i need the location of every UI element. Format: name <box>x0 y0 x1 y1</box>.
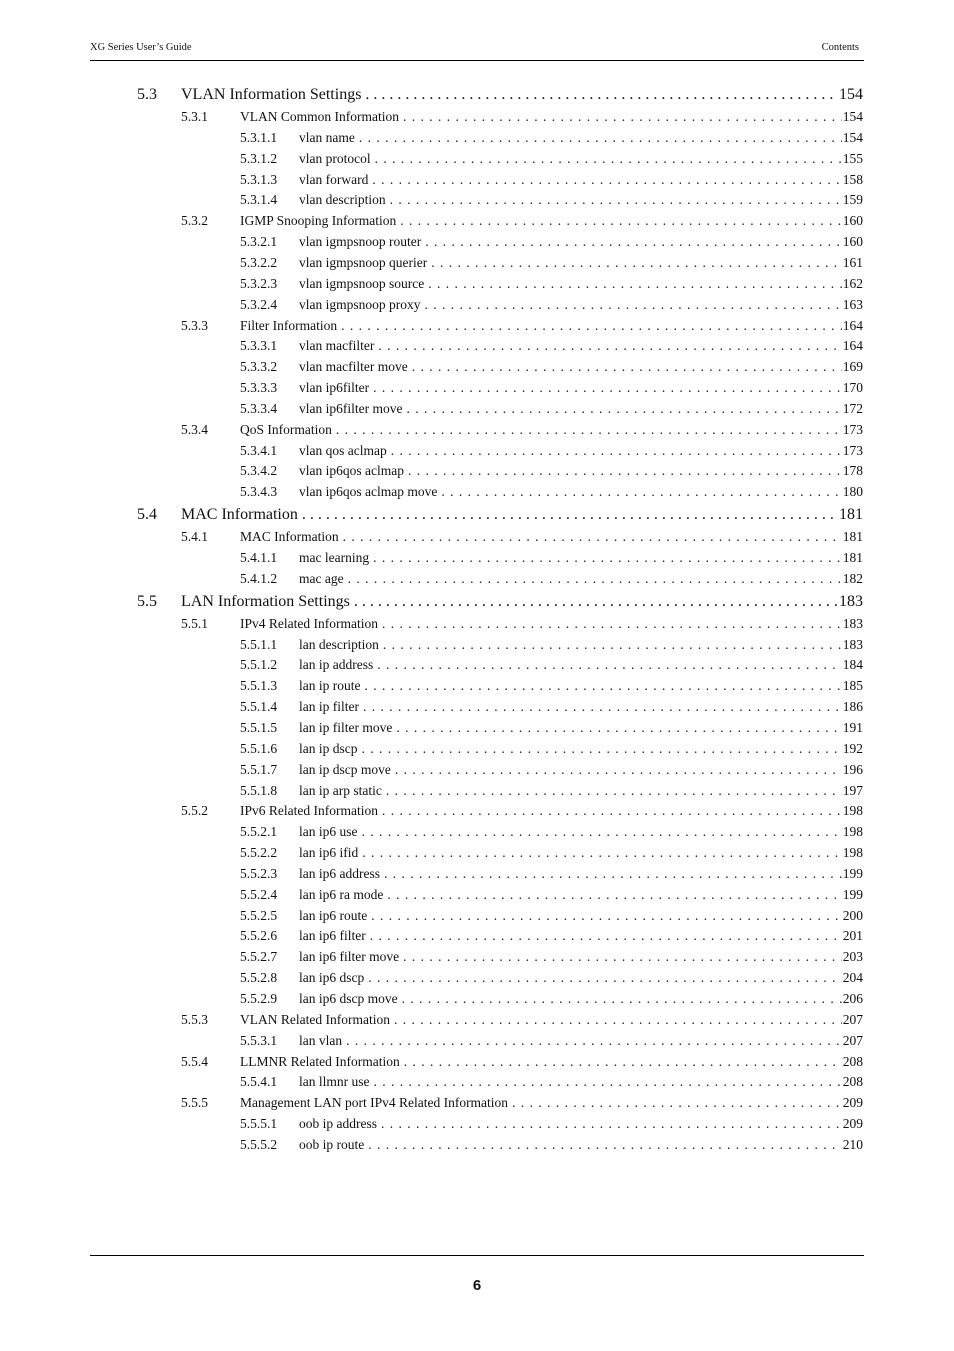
toc-entry-body <box>299 463 863 479</box>
dot-leader <box>365 86 838 104</box>
toc-entry-body <box>299 550 863 566</box>
toc-entry-title: lan description <box>299 636 379 652</box>
toc-entry-page: 154 <box>839 86 863 103</box>
toc-entry-page: 178 <box>842 463 863 479</box>
toc-entry-title: lan vlan <box>299 1032 343 1048</box>
dot-leader <box>403 949 842 965</box>
toc-entry-title: lan ip6 dscp move <box>299 991 398 1006</box>
toc-entry-title: vlan igmpsnoop router <box>299 234 422 250</box>
dot-leader <box>336 422 842 438</box>
toc-entry-body <box>299 762 863 778</box>
toc-entry-body <box>299 1074 863 1090</box>
toc-entry-body <box>181 593 863 611</box>
toc-entry-number: 5.3.2.2 <box>240 254 278 270</box>
toc-entry-number: 5.3.1 <box>181 109 208 124</box>
toc-entry-title: IPv6 Related Information <box>240 803 378 819</box>
toc-entry-title: vlan igmpsnoop proxy <box>299 296 421 312</box>
toc-entry-title: lan ip address <box>299 657 374 673</box>
page-number: 6 <box>472 1277 482 1294</box>
dot-leader <box>406 401 841 417</box>
dot-leader <box>368 1137 842 1153</box>
toc-entry-page: 155 <box>842 150 863 166</box>
toc-entry-page: 183 <box>842 636 863 652</box>
toc-entry-page: 207 <box>842 1011 863 1027</box>
dot-leader <box>362 741 842 757</box>
toc-entry-number: 5.3.1.4 <box>240 192 278 208</box>
toc-entry-number: 5.3.3.1 <box>240 338 278 354</box>
toc-entry-number: 5.3 <box>137 86 157 103</box>
toc-entry-body <box>240 1012 863 1028</box>
toc-entry-body <box>299 845 863 861</box>
toc-entry-title: mac age <box>299 570 344 586</box>
dot-leader <box>362 845 842 861</box>
toc-entry-title: MAC Information <box>240 529 339 545</box>
dot-leader <box>377 657 842 673</box>
toc-entry-number: 5.5.2.7 <box>240 949 278 965</box>
toc-entry-body <box>299 887 863 903</box>
toc-entry-body <box>299 297 863 313</box>
toc-entry-title: LLMNR Related Information <box>240 1053 400 1069</box>
toc-entry-page: 164 <box>842 338 863 354</box>
toc-entry-body <box>299 571 863 587</box>
toc-entry-page: 199 <box>842 865 863 881</box>
toc-entry-title: lan ip6 ifid <box>299 845 359 861</box>
toc-entry-page: 158 <box>842 171 863 187</box>
toc-entry-body <box>240 318 863 334</box>
toc-entry-number: 5.3.2.1 <box>240 234 278 250</box>
toc-entry-body <box>299 657 863 673</box>
toc-entry-page: 199 <box>842 886 863 902</box>
toc-entry-title: VLAN Common Information <box>240 109 399 124</box>
toc-entry-title: vlan ip6filter <box>299 380 370 396</box>
toc-entry-number: 5.5.1.8 <box>240 782 278 798</box>
toc-entry-page: 182 <box>842 570 863 586</box>
toc-entry-body <box>240 109 863 125</box>
toc-entry-number: 5.5.2.9 <box>240 991 278 1006</box>
toc-entry-number: 5.4.1.2 <box>240 570 278 586</box>
toc-entry-body <box>299 130 863 146</box>
toc-entry-title: lan ip6 route <box>299 907 368 923</box>
dot-leader <box>387 887 841 903</box>
dot-leader <box>382 616 842 632</box>
footer-rule <box>90 1255 864 1256</box>
toc-entry-number: 5.3.4 <box>181 421 208 437</box>
toc-entry-title: VLAN Related Information <box>240 1011 390 1027</box>
toc-entry-page: 209 <box>842 1095 863 1111</box>
toc-entry-number: 5.5.1.6 <box>240 740 278 756</box>
toc-entry-number: 5.5.1.1 <box>240 636 278 652</box>
toc-entry-page: 191 <box>842 719 863 735</box>
dot-leader <box>428 276 842 292</box>
dot-leader <box>371 908 842 924</box>
toc-entry-title: lan ip6 dscp <box>299 970 365 986</box>
toc-entry-title: lan ip filter move <box>299 719 393 735</box>
toc-entry-number: 5.3.1.3 <box>240 171 278 187</box>
dot-leader <box>390 192 842 208</box>
toc-entry-page: 186 <box>842 699 863 715</box>
toc-entry-title: vlan igmpsnoop source <box>299 275 425 291</box>
toc-entry-body <box>299 970 863 986</box>
toc-entry-page: 181 <box>842 529 863 545</box>
toc-entry-body <box>299 192 863 208</box>
toc-entry-number: 5.5.4 <box>181 1053 208 1069</box>
dot-leader <box>359 130 842 146</box>
toc-entry-title: lan ip dscp <box>299 740 358 756</box>
toc-entry-body <box>240 1095 863 1111</box>
dot-leader <box>362 824 842 840</box>
toc-entry-title: LAN Information Settings <box>181 592 350 610</box>
toc-entry-title: QoS Information <box>240 421 332 437</box>
toc-entry-number: 5.5.1.3 <box>240 678 278 694</box>
toc-entry-body <box>240 803 863 819</box>
dot-leader <box>395 762 842 778</box>
toc-entry-page: 197 <box>842 782 863 798</box>
toc-entry-page: 209 <box>842 1116 863 1132</box>
toc-entry-page: 192 <box>842 740 863 756</box>
toc-entry-title: lan ip6 filter move <box>299 949 400 965</box>
toc-entry-body <box>299 991 863 1007</box>
toc-entry-page: 196 <box>842 761 863 777</box>
toc-entry-number: 5.3.3.4 <box>240 400 278 416</box>
toc-entry-body <box>299 720 863 736</box>
header-section: Contents <box>821 42 859 53</box>
toc-entry-number: 5.4.1 <box>181 529 208 545</box>
toc-entry-body <box>299 401 863 417</box>
toc-entry-body <box>299 949 863 965</box>
toc-entry-number: 5.5.2.5 <box>240 907 278 923</box>
dot-leader <box>441 484 841 500</box>
toc-entry-page: 159 <box>842 192 863 208</box>
toc-entry-body <box>299 824 863 840</box>
toc-entry-body <box>299 1137 863 1153</box>
toc-entry-body <box>299 741 863 757</box>
toc-entry-title: vlan igmpsnoop querier <box>299 254 428 270</box>
toc-entry-title: lan ip arp static <box>299 782 382 798</box>
dot-leader <box>386 783 842 799</box>
dot-leader <box>394 1012 842 1028</box>
dot-leader <box>391 443 842 459</box>
toc-entry-page: 172 <box>842 400 863 416</box>
toc-entry-body <box>299 1116 863 1132</box>
dot-leader <box>363 699 842 715</box>
dot-leader <box>403 109 842 125</box>
dot-leader <box>412 359 842 375</box>
dot-leader <box>375 151 842 167</box>
toc-entry-body <box>240 529 863 545</box>
toc-entry-number: 5.3.1.2 <box>240 150 278 166</box>
toc-entry-number: 5.5 <box>137 592 157 610</box>
toc-entry-page: 160 <box>842 234 863 250</box>
toc-entry-body <box>240 213 863 229</box>
toc-entry-title: lan ip6 ra mode <box>299 886 384 902</box>
toc-entry-page: 204 <box>842 970 863 986</box>
toc-entry-number: 5.5.1.2 <box>240 657 278 673</box>
toc-entry-page: 154 <box>842 129 863 145</box>
dot-leader <box>374 1074 842 1090</box>
toc-entry-number: 5.5.2.1 <box>240 824 278 840</box>
dot-leader <box>400 213 842 229</box>
toc-entry-page: 169 <box>842 359 863 375</box>
dot-leader <box>354 593 838 611</box>
toc-entry-body <box>181 86 863 104</box>
dot-leader <box>364 678 841 694</box>
toc-entry-title: lan ip6 filter <box>299 928 366 944</box>
toc-entry-title: vlan protocol <box>299 150 371 166</box>
toc-entry-page: 163 <box>842 296 863 312</box>
toc-entry-title: vlan name <box>299 129 355 145</box>
toc-entry-number: 5.5.2.8 <box>240 970 278 986</box>
toc-entry-page: 208 <box>842 1074 863 1090</box>
toc-entry-page: 184 <box>842 657 863 673</box>
toc-entry-number: 5.5.5.2 <box>240 1136 278 1152</box>
dot-leader <box>373 380 842 396</box>
toc-entry-body <box>299 234 863 250</box>
toc-entry-page: 160 <box>842 213 863 229</box>
dot-leader <box>341 318 842 334</box>
header-doc-title: XG Series User’s Guide <box>90 42 192 53</box>
toc-entry-title: vlan macfilter move <box>299 359 408 375</box>
toc-entry-number: 5.5.1.5 <box>240 719 278 735</box>
toc-entry-number: 5.3.2.4 <box>240 296 278 312</box>
dot-leader <box>408 463 842 479</box>
toc-entry-page: 164 <box>842 317 863 333</box>
dot-leader <box>512 1095 842 1111</box>
toc-entry-title: lan ip filter <box>299 699 359 715</box>
toc-entry-number: 5.4.1.1 <box>240 550 278 565</box>
toc-entry-title: vlan ip6filter move <box>299 400 403 416</box>
toc-entry-page: 181 <box>842 550 863 565</box>
toc-entry-title: vlan macfilter <box>299 338 375 354</box>
toc-entry-body <box>299 276 863 292</box>
toc-entry-body <box>299 151 863 167</box>
toc-entry-page: 201 <box>842 928 863 944</box>
toc-entry-title: vlan qos aclmap <box>299 442 387 458</box>
toc-entry-body <box>299 699 863 715</box>
toc-entry-title: lan ip6 address <box>299 865 380 881</box>
toc-entry-page: 180 <box>842 484 863 500</box>
dot-leader <box>425 234 842 250</box>
toc-entry-page: 198 <box>842 803 863 819</box>
toc-entry-title: IPv4 Related Information <box>240 615 378 631</box>
toc-entry-page: 161 <box>842 254 863 270</box>
dot-leader <box>383 637 842 653</box>
toc-entry-title: oob ip route <box>299 1136 365 1152</box>
toc-entry-page: 208 <box>842 1053 863 1069</box>
dot-leader <box>348 571 842 587</box>
toc-entry-page: 207 <box>842 1032 863 1048</box>
toc-entry-number: 5.4 <box>137 506 157 524</box>
toc-entry-title: IGMP Snooping Information <box>240 213 397 229</box>
dot-leader <box>372 172 841 188</box>
toc-entry-number: 5.5.4.1 <box>240 1074 278 1090</box>
toc-entry-number: 5.5.2 <box>181 803 208 819</box>
toc-entry-title: lan ip dscp move <box>299 761 391 777</box>
toc-entry-page: 183 <box>842 615 863 631</box>
dot-leader <box>370 928 842 944</box>
toc-entry-number: 5.5.2.3 <box>240 865 278 881</box>
toc-entry-body <box>299 255 863 271</box>
dot-leader <box>343 529 842 545</box>
dot-leader <box>402 991 842 1007</box>
toc-entry-page: 162 <box>842 275 863 291</box>
toc-entry-title: VLAN Information Settings <box>181 86 362 103</box>
toc-entry-title: vlan description <box>299 192 386 208</box>
toc-entry-page: 200 <box>842 907 863 923</box>
toc-entry-number: 5.5.1.7 <box>240 761 278 777</box>
toc-entry-number: 5.3.3.3 <box>240 380 278 396</box>
toc-entry-title: lan ip route <box>299 678 361 694</box>
toc-entry-body <box>299 484 863 500</box>
dot-leader <box>302 506 838 524</box>
toc-entry-title: vlan forward <box>299 171 369 187</box>
toc-entry-number: 5.3.1.1 <box>240 129 278 145</box>
dot-leader <box>378 338 841 354</box>
toc-entry-title: vlan ip6qos aclmap move <box>299 484 438 500</box>
toc-entry-page: 173 <box>842 442 863 458</box>
toc-entry-body <box>299 359 863 375</box>
toc-entry-title: lan ip6 use <box>299 824 358 840</box>
header-rule <box>90 60 864 61</box>
toc-entry-title: vlan ip6qos aclmap <box>299 463 404 479</box>
toc-entry-body <box>299 678 863 694</box>
toc-entry-page: 206 <box>842 991 863 1006</box>
dot-leader <box>382 803 842 819</box>
dot-leader <box>425 297 842 313</box>
toc-entry-title: oob ip address <box>299 1116 377 1132</box>
toc-entry-page: 173 <box>842 421 863 437</box>
toc-entry-page: 210 <box>842 1136 863 1152</box>
toc-entry-number: 5.3.3 <box>181 317 208 333</box>
toc-entry-page: 181 <box>839 506 863 524</box>
toc-entry-page: 170 <box>842 380 863 396</box>
toc-entry-body <box>299 637 863 653</box>
toc-entry-body <box>299 443 863 459</box>
toc-entry-number: 5.5.5 <box>181 1095 208 1111</box>
toc-entry-page: 154 <box>842 109 863 124</box>
toc-entry-title: lan llmnr use <box>299 1074 370 1090</box>
toc-entry-body <box>299 380 863 396</box>
toc-entry-number: 5.3.2 <box>181 213 208 229</box>
toc-entry-page: 198 <box>842 845 863 861</box>
dot-leader <box>381 1116 842 1132</box>
toc-entry-body <box>299 1033 863 1049</box>
toc-entry-page: 198 <box>842 824 863 840</box>
toc-entry-number: 5.3.4.1 <box>240 442 278 458</box>
toc-entry-title: Filter Information <box>240 317 338 333</box>
toc-entry-number: 5.5.2.2 <box>240 845 278 861</box>
toc-entry-title: mac learning <box>299 550 370 565</box>
dot-leader <box>431 255 842 271</box>
toc-entry-page: 183 <box>839 592 863 610</box>
toc-entry-body <box>299 783 863 799</box>
toc-entry-number: 5.5.1 <box>181 615 208 631</box>
toc-entry-body <box>240 1054 863 1070</box>
toc-entry-number: 5.5.1.4 <box>240 699 278 715</box>
toc-entry-body <box>299 866 863 882</box>
dot-leader <box>368 970 842 986</box>
toc-entry-page: 185 <box>842 678 863 694</box>
toc-entry-page: 203 <box>842 949 863 965</box>
toc-entry-number: 5.5.5.1 <box>240 1116 278 1132</box>
toc-entry-number: 5.5.3 <box>181 1011 208 1027</box>
toc-entry-title: MAC Information <box>181 506 298 524</box>
dot-leader <box>404 1054 842 1070</box>
dot-leader <box>384 866 842 882</box>
toc-entry-number: 5.5.2.6 <box>240 928 278 944</box>
toc-entry-body <box>299 338 863 354</box>
toc-entry-body <box>299 172 863 188</box>
toc-entry-body <box>240 422 863 438</box>
toc-entry-number: 5.3.4.3 <box>240 484 278 500</box>
toc-entry-number: 5.5.3.1 <box>240 1032 278 1048</box>
page-header <box>90 42 864 56</box>
toc-entry-body <box>299 928 863 944</box>
toc-entry-number: 5.3.4.2 <box>240 463 278 479</box>
toc-entry-body <box>299 908 863 924</box>
toc-entry-title: Management LAN port IPv4 Related Information <box>240 1095 509 1111</box>
toc-entry-number: 5.3.3.2 <box>240 359 278 375</box>
dot-leader <box>346 1033 842 1049</box>
toc-entry-number: 5.5.2.4 <box>240 886 278 902</box>
toc-entry-body <box>181 506 863 524</box>
dot-leader <box>396 720 841 736</box>
toc-entry-body <box>240 616 863 632</box>
toc-entry-number: 5.3.2.3 <box>240 275 278 291</box>
dot-leader <box>373 550 842 566</box>
